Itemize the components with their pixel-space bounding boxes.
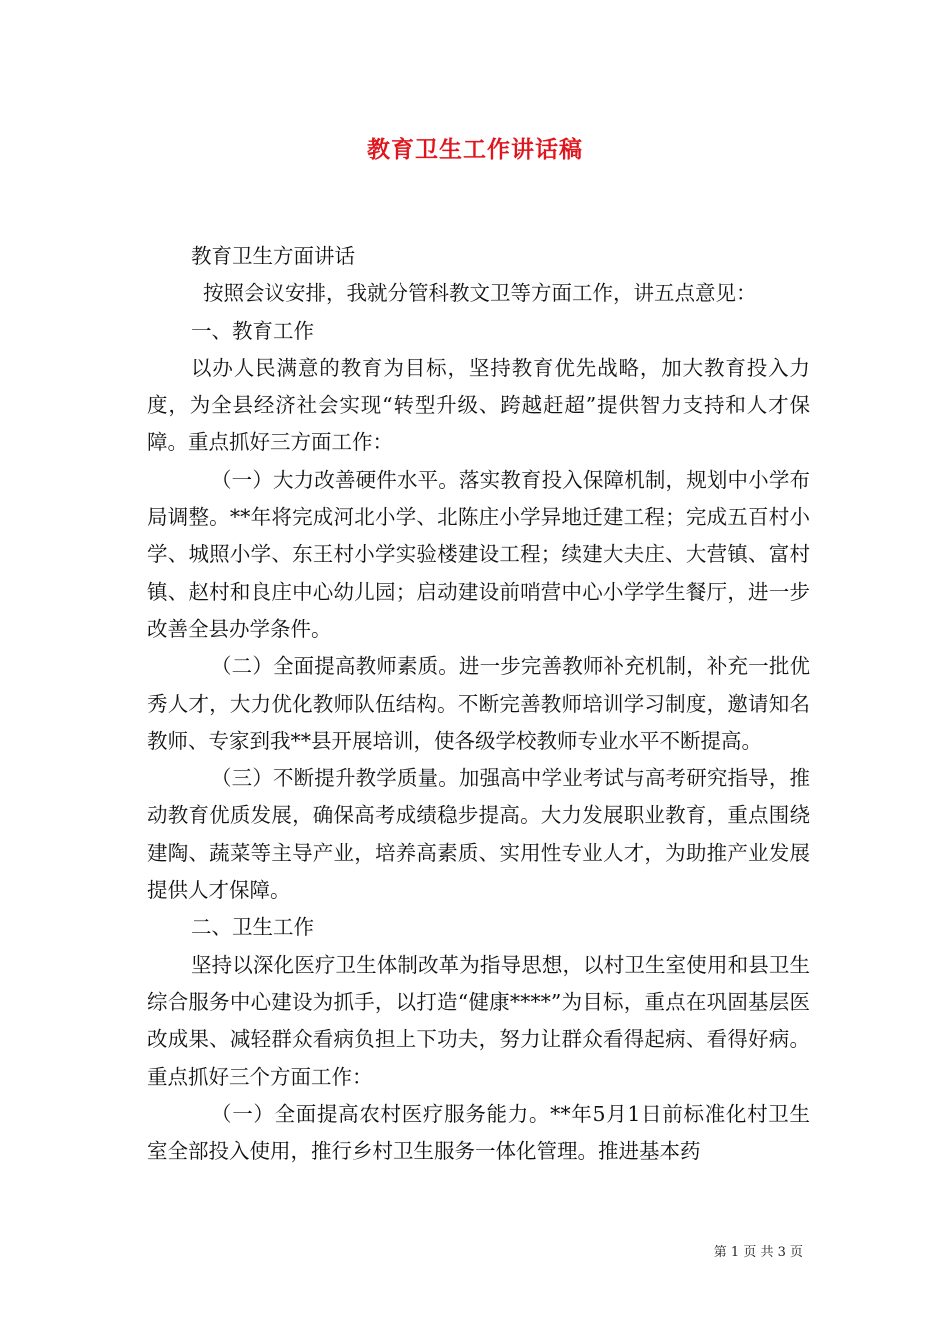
- document-body: [147, 238, 810, 1170]
- heading-education: 一、教育工作: [191, 318, 314, 343]
- paragraph-subtitle: 教育卫生方面讲话: [191, 244, 355, 268]
- paragraph-education-2: （二）全面提高教师素质。进一步完善教师补充机制，补充一批优秀人才，大力优化教师队伍结构。不断完善教师培训学习制度，邀请知名教师、专家到我**县开展培训，使各级学校教师专业水平不断提高。: [147, 654, 810, 753]
- paragraph-education-goal: 以办人民满意的教育为目标，坚持教育优先战略，加大教育投入力度，为全县经济社会实现“转型升级、跨越赶超”提供智力支持和人才保障。重点抓好三方面工作：: [147, 355, 810, 455]
- page-number: 第 1 页 共 3 页: [713, 1245, 803, 1260]
- heading-health: 二、卫生工作: [191, 915, 314, 940]
- paragraph-education-1: （一）大力改善硬件水平。落实教育投入保障机制，规划中小学布局调整。**年将完成河北小学、北陈庄小学异地迁建工程；完成五百村小学、城照小学、东王村小学实验楼建设工程；续建大夫庄、大营镇、富村镇、赵村和良庄中心幼儿园；启动建设前哨营中心小学学生餐厅，进一步改善全县办学条件。: [147, 467, 810, 641]
- paragraph-education-3: （三）不断提升教学质量。加强高中学业考试与高考研究指导，推动教育优质发展，确保高考成绩稳步提高。大力发展职业教育，重点围绕建陶、蔬菜等主导产业，培养高素质、实用性专业人才，为助推产业发展提供人才保障。: [147, 766, 810, 903]
- document-title: 教育卫生工作讲话稿: [367, 136, 583, 163]
- paragraph-health-goal: 坚持以深化医疗卫生体制改革为指导思想，以村卫生室使用和县卫生综合服务中心建设为抓手，以打造“健康****”为目标，重点在巩固基层医改成果、减轻群众看病负担上下功夫，努力让群众看得起病、看得好病。重点抓好三个方面工作：: [147, 952, 810, 1089]
- paragraph-intro: 按照会议安排，我就分管科教文卫等方面工作，讲五点意见：: [203, 281, 757, 306]
- paragraph-health-1: （一）全面提高农村医疗服务能力。**年5月1日前标准化村卫生室全部投入使用，推行乡村卫生服务一体化管理。推进基本药: [147, 1101, 810, 1164]
